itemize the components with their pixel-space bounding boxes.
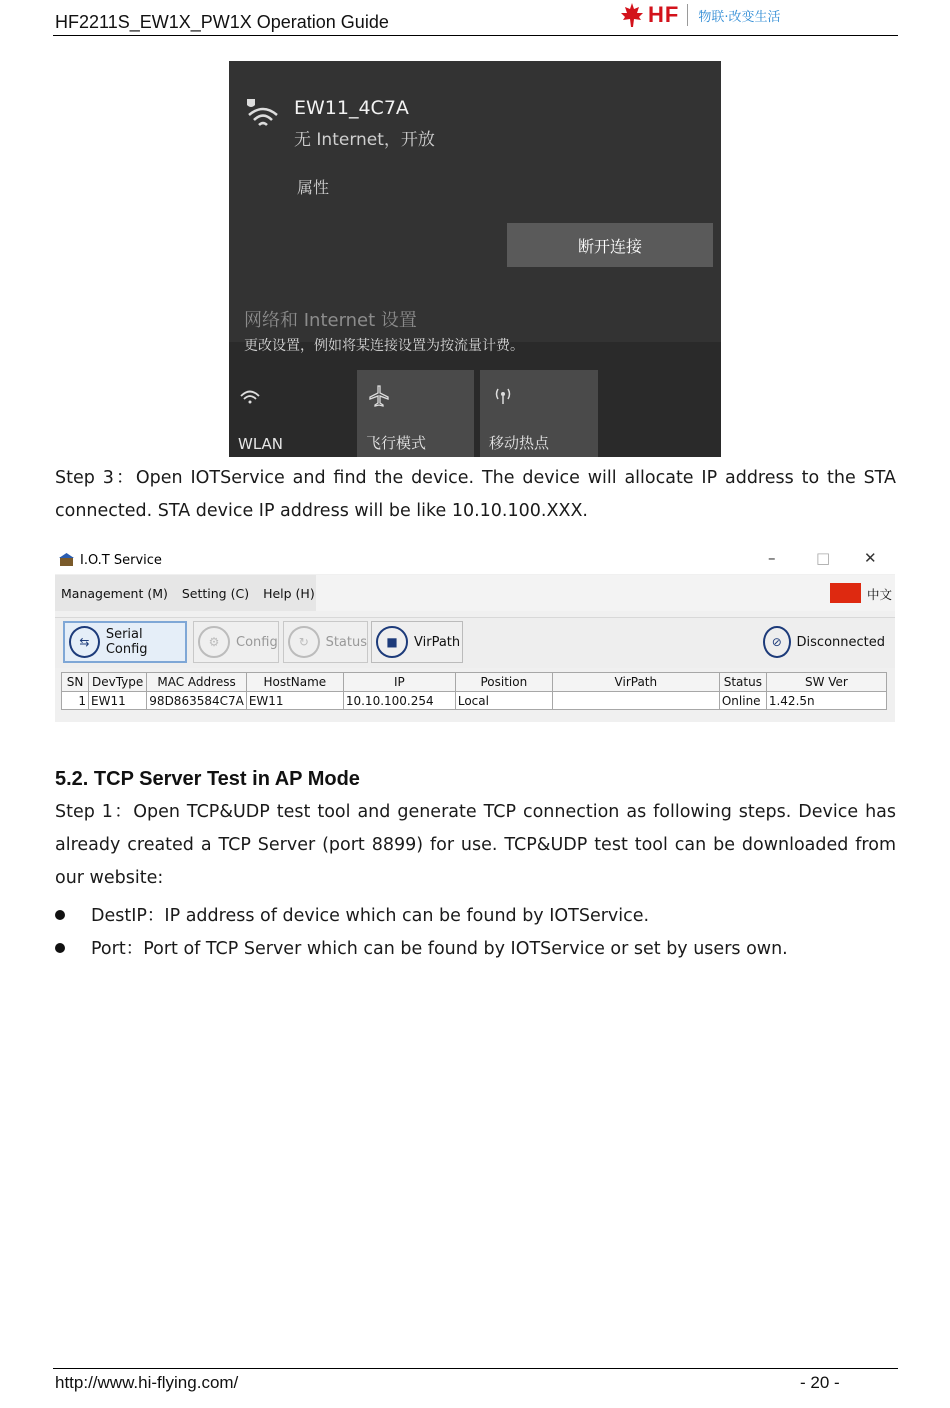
bullet-item xyxy=(55,935,788,960)
cell-sn: 1 xyxy=(62,692,89,710)
tile-wlan[interactable] xyxy=(229,370,350,457)
bullet-item xyxy=(55,902,649,927)
connection-status[interactable] xyxy=(759,621,885,663)
col-sn[interactable]: SN xyxy=(62,673,89,692)
cell-hostname: EW11 xyxy=(246,692,343,710)
logo-divider xyxy=(687,4,688,26)
col-swver[interactable]: SW Ver xyxy=(766,673,886,692)
page-number: - 20 - xyxy=(800,1373,840,1392)
wifi-icon xyxy=(239,384,261,404)
tile-mobile-hotspot[interactable] xyxy=(480,370,598,457)
cell-status: Online xyxy=(719,692,766,710)
wifi-ssid: EW11_4C7A xyxy=(294,97,409,119)
serial-config-button[interactable] xyxy=(63,621,187,663)
cell-mac: 98D863584C7A xyxy=(147,692,247,710)
window-title: I.O.T Service xyxy=(80,553,162,568)
cell-virpath xyxy=(552,692,719,710)
tile-label: 移动热点 xyxy=(489,434,550,452)
footer-url[interactable]: http://www.hi-flying.com/ xyxy=(55,1373,239,1392)
app-icon xyxy=(59,553,74,567)
virpath-icon: ■ xyxy=(376,626,408,658)
cell-position: Local xyxy=(455,692,552,710)
disconnect-button[interactable]: 断开连接 xyxy=(507,223,713,267)
bullet-text: DestIP：IP address of device which can be found by IOTService. xyxy=(91,906,650,926)
menu-management[interactable]: Management (M) xyxy=(61,585,168,601)
cell-swver: 1.42.5n xyxy=(766,692,886,710)
wifi-flyout-screenshot xyxy=(229,61,721,457)
table-row[interactable] xyxy=(62,692,887,710)
cell-devtype: EW11 xyxy=(89,692,147,710)
minimize-button[interactable]: – xyxy=(768,549,776,567)
china-flag-icon[interactable] xyxy=(830,583,861,603)
col-mac[interactable]: MAC Address xyxy=(147,673,247,692)
section-heading: 5.2. TCP Server Test in AP Mode xyxy=(55,768,360,790)
toolbar-label: Config xyxy=(236,634,278,650)
step3-paragraph: Step 3：Open IOTService and find the device. The device will allocate IP address to the STA connected. STA device IP address will be like 10.10.100.XXX. xyxy=(55,468,896,521)
col-virpath[interactable]: VirPath xyxy=(552,673,719,692)
tile-airplane-mode[interactable] xyxy=(357,370,474,457)
close-button[interactable]: ✕ xyxy=(864,549,877,567)
table-header-row xyxy=(62,673,887,692)
toolbar-label: Serial Config xyxy=(105,627,148,657)
network-settings-link[interactable]: 网络和 Internet 设置 xyxy=(244,310,417,331)
col-ip[interactable]: IP xyxy=(343,673,455,692)
network-settings-desc: 更改设置，例如将某连接设置为按流量计费。 xyxy=(244,338,524,354)
status-icon: ↻ xyxy=(288,626,320,658)
hotspot-icon xyxy=(490,384,516,406)
virpath-button[interactable] xyxy=(371,621,463,663)
bullet-dot-icon xyxy=(55,943,65,953)
tile-label: WLAN xyxy=(238,435,284,453)
menu-help[interactable]: Help (H) xyxy=(263,585,315,601)
wifi-shield-icon xyxy=(245,97,281,133)
toolbar-label: Status xyxy=(325,634,367,650)
language-toggle[interactable]: 中文 xyxy=(867,587,893,602)
col-status[interactable]: Status xyxy=(719,673,766,692)
col-hostname[interactable]: HostName xyxy=(246,673,343,692)
logo-text: HF xyxy=(648,2,680,27)
menu-bar xyxy=(55,575,316,611)
airplane-icon xyxy=(367,384,391,408)
wifi-status: 无 Internet，开放 xyxy=(294,130,435,150)
config-icon: ⚙ xyxy=(198,626,230,658)
maximize-button[interactable]: □ xyxy=(816,549,831,567)
menu-setting[interactable]: Setting (C) xyxy=(181,585,250,601)
menu-bar-filler xyxy=(316,575,895,611)
toolbar xyxy=(55,617,895,668)
footer-rule xyxy=(53,1368,898,1369)
maple-leaf-icon xyxy=(620,2,644,28)
logo-slogan: 物联·改变生活 xyxy=(698,9,781,25)
connection-status-label: Disconnected xyxy=(796,634,885,650)
cell-ip: 10.10.100.254 xyxy=(343,692,455,710)
col-devtype[interactable]: DevType xyxy=(89,673,147,692)
header-rule xyxy=(53,35,898,36)
config-button[interactable] xyxy=(193,621,279,663)
bullet-text: Port：Port of TCP Server which can be found by IOTService or set by users own. xyxy=(91,939,788,959)
status-button[interactable] xyxy=(283,621,368,663)
iot-service-window xyxy=(55,547,895,722)
device-table xyxy=(61,672,887,710)
company-logo xyxy=(620,2,780,28)
document-title: HF2211S_EW1X_PW1X Operation Guide xyxy=(55,12,389,32)
bullet-dot-icon xyxy=(55,910,65,920)
tile-label: 飞行模式 xyxy=(366,434,427,452)
toolbar-label: VirPath xyxy=(414,634,461,650)
col-position[interactable]: Position xyxy=(455,673,552,692)
step1-paragraph: Step 1：Open TCP&UDP test tool and generate TCP connection as following steps. Device has already created a TCP Server (port 8899) for use. TCP&UDP test tool can be downloaded from our website: xyxy=(55,802,896,888)
serial-config-icon: ⇆ xyxy=(69,626,100,658)
wifi-properties-link[interactable]: 属性 xyxy=(297,178,330,197)
disconnected-icon: ⊘ xyxy=(763,626,791,658)
